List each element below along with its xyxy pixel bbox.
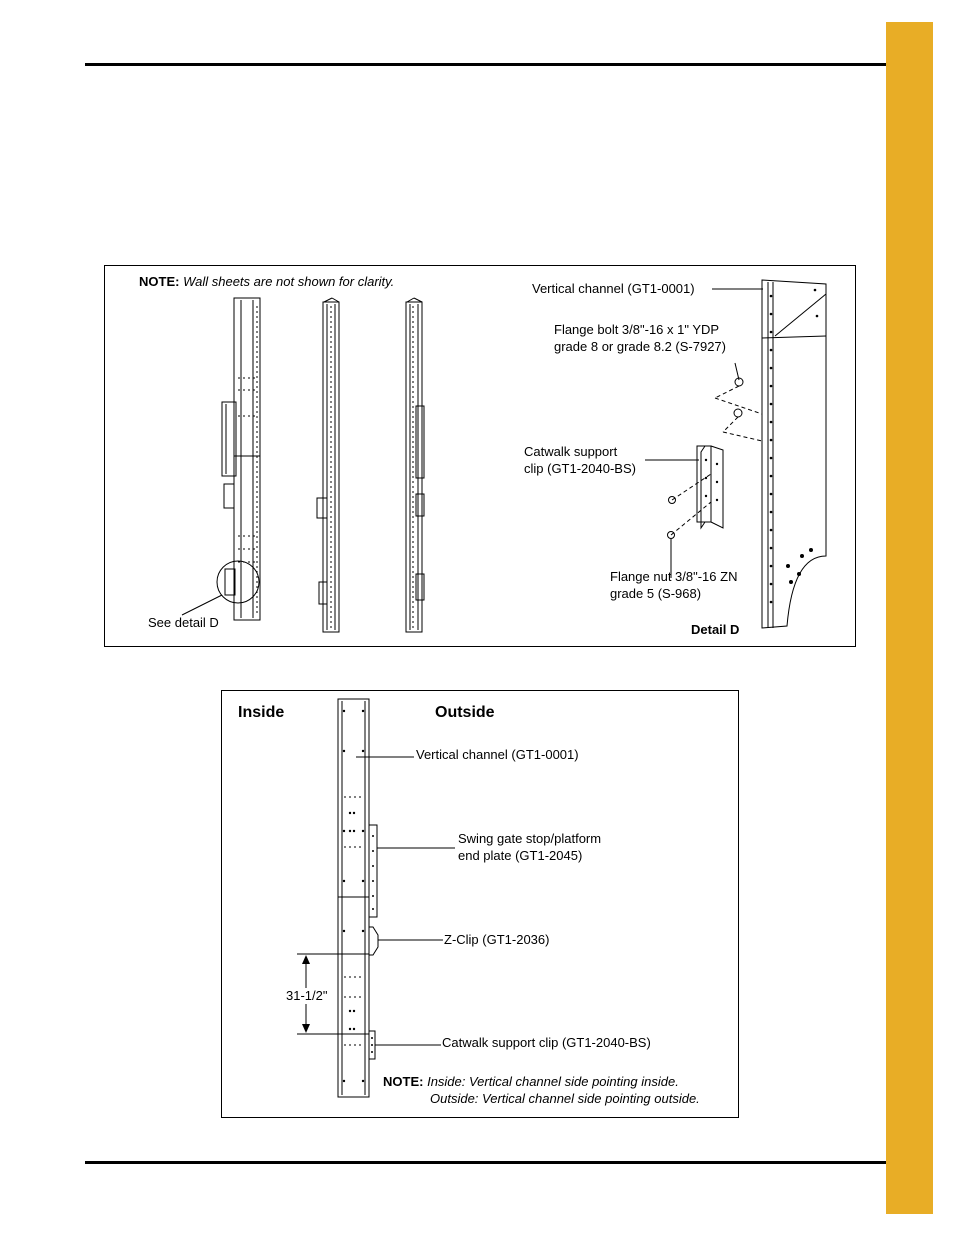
flange-bolt-line-1: Flange bolt 3/8"-16 x 1" YDP <box>554 322 720 337</box>
note2-label: NOTE: <box>383 1074 424 1089</box>
note2-line-1: Inside: Vertical channel side pointing inside. <box>427 1074 679 1089</box>
callout-catwalk-clip-2: Catwalk support clip (GT1-2040-BS) <box>442 1035 651 1050</box>
vertical-channel-shape <box>338 699 369 1097</box>
swing-gate-line-1: Swing gate stop/platform <box>458 831 602 846</box>
figure2-note <box>383 1073 679 1090</box>
see-detail-label: See detail D <box>148 615 219 630</box>
callout-vertical-channel: Vertical channel (GT1-0001) <box>532 281 695 296</box>
swing-gate-line-2: end plate (GT1-2045) <box>458 848 583 863</box>
channel-view-3 <box>406 298 424 632</box>
outside-heading: Outside <box>435 704 495 721</box>
detail-leader <box>182 595 222 615</box>
callout-swing-gate <box>458 830 601 864</box>
top-rule <box>85 63 927 66</box>
callout-vertical-channel-2: Vertical channel (GT1-0001) <box>416 747 579 762</box>
note-label: NOTE: <box>139 274 180 289</box>
note2-line-2: Outside: Vertical channel side pointing outside. <box>430 1091 700 1106</box>
note-text: Wall sheets are not shown for clarity. <box>183 274 395 289</box>
chapter-tab <box>886 22 933 1214</box>
detail-title: Detail D <box>691 622 740 637</box>
callout-z-clip: Z-Clip (GT1-2036) <box>444 932 550 947</box>
dimension-label: 31-1/2" <box>286 988 328 1003</box>
callout-flange-nut <box>610 568 737 602</box>
figure1-note <box>139 273 394 290</box>
flange-nut-line-1: Flange nut 3/8"-16 ZN <box>610 569 738 584</box>
figure-channel-side-view <box>221 690 739 1118</box>
figure-channel-overview <box>104 265 856 647</box>
bottom-rule <box>85 1161 927 1164</box>
channel-view-1 <box>222 298 260 620</box>
catwalk-clip-line-2: clip (GT1-2040-BS) <box>524 461 636 476</box>
z-clip-shape <box>369 927 378 955</box>
callout-catwalk-clip <box>524 443 636 477</box>
callout-flange-bolt <box>554 321 726 355</box>
end-plate-shape <box>369 825 377 917</box>
catwalk-clip-line-1: Catwalk support <box>524 444 618 459</box>
inside-heading: Inside <box>238 704 285 721</box>
figure1-drawing <box>105 266 857 648</box>
flange-bolt-line-2: grade 8 or grade 8.2 (S-7927) <box>554 339 726 354</box>
channel-view-2 <box>317 298 339 632</box>
flange-nut-line-2: grade 5 (S-968) <box>610 586 702 601</box>
